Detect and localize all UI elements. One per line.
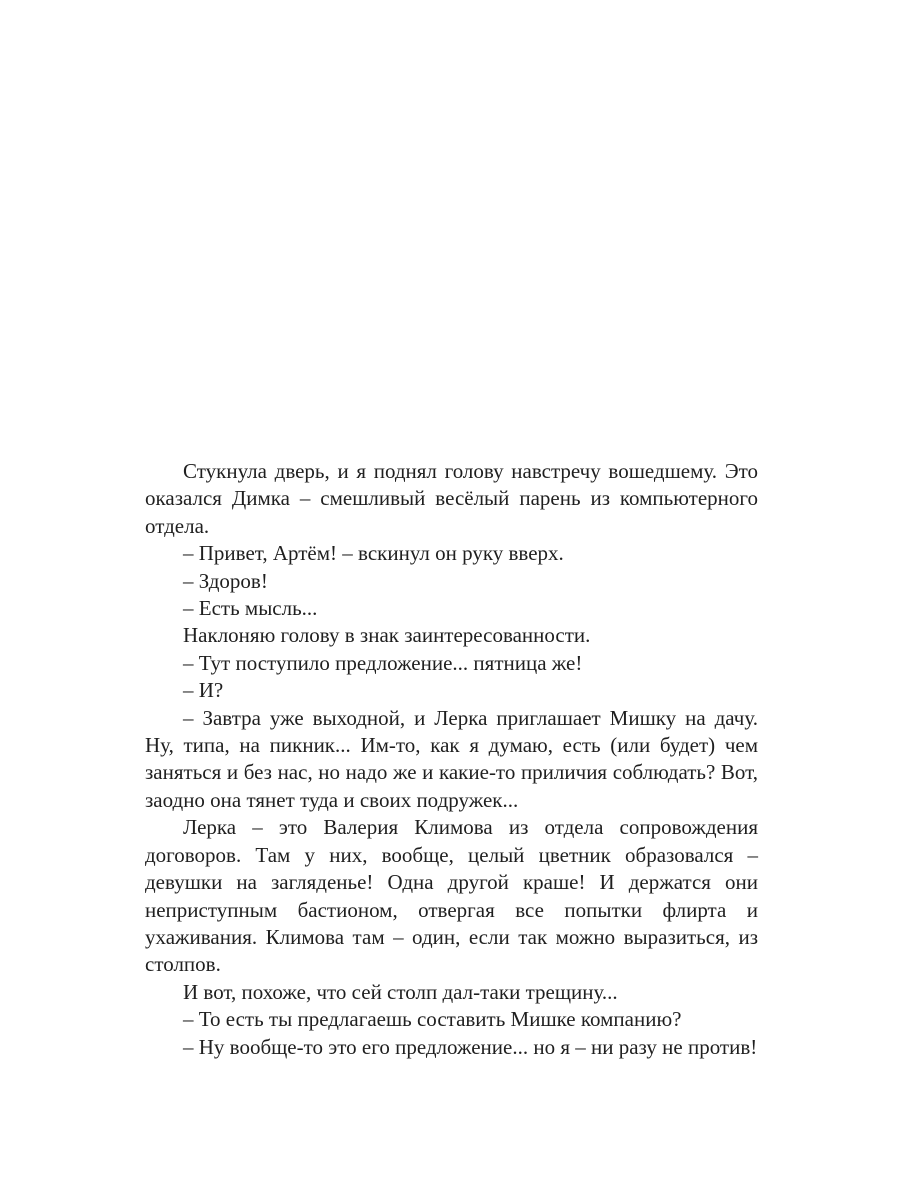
paragraph: – Есть мысль...: [183, 596, 318, 621]
paragraph: Наклоняю голову в знак заинтересованности.: [183, 623, 591, 648]
paragraph: – И?: [183, 678, 224, 703]
paragraph: – Тут поступило предложение... пятница же!: [183, 650, 583, 675]
paragraph: Стукнула дверь, и я поднял голову навстречу вошедшему. Это оказался Димка – смешливый весёлый парень из компьютерного отдела.: [145, 459, 758, 538]
paragraph: – Здоров!: [183, 568, 268, 593]
body-text: [145, 458, 758, 1061]
paragraph: – То есть ты предлагаешь составить Мишке компанию?: [183, 1007, 682, 1032]
paragraph: – Ну вообще-то это его предложение... но я – ни разу не против!: [183, 1034, 758, 1059]
paragraph: И вот, похоже, что сей столп дал-таки трещину...: [183, 979, 618, 1004]
paragraph: – Завтра уже выходной, и Лерка приглашает Мишку на дачу. Ну, типа, на пикник... Им-то, как я думаю, есть (или будет) чем заняться и без нас, но надо же и какие-то приличия соблюдать? Вот, заодно она тянет туда и своих подружек...: [145, 705, 758, 812]
paragraph: Лерка – это Валерия Климова из отдела сопровождения договоров. Там у них, вообще, целый цветник образовался – девушки на загляденье! Одна другой краше! И держатся они неприступным бастионом, отвергая все попытки флирта и ухаживания. Климова там – один, если так можно выразиться, из столпов.: [145, 815, 758, 977]
paragraph: – Привет, Артём! – вскинул он руку вверх.: [183, 541, 564, 566]
